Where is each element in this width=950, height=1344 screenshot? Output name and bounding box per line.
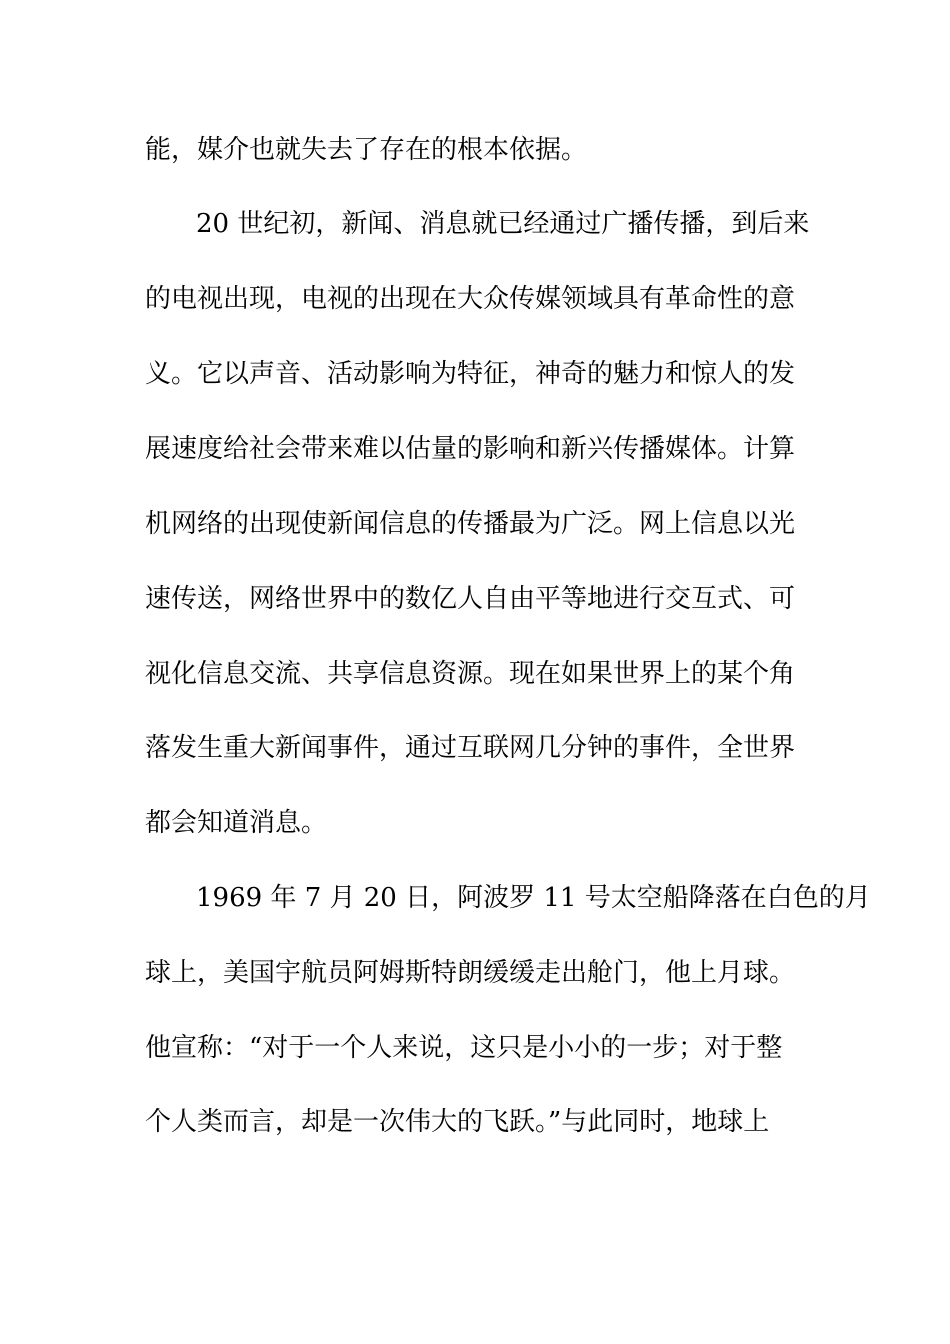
- text-line: 球上，美国宇航员阿姆斯特朗缓缓走出舱门，他上月球。: [145, 958, 796, 988]
- text-line: 展速度给社会带来难以估量的影响和新兴传播媒体。计算: [145, 434, 796, 464]
- text-line: 机网络的出现使新闻信息的传播最为广泛。网上信息以光: [145, 509, 796, 539]
- paragraph-first-line: 1969 年 7 月 20 日，阿波罗 11 号太空船降落在白色的月: [196, 883, 871, 913]
- text-line: 视化信息交流、共享信息资源。现在如果世界上的某个角: [145, 659, 796, 689]
- text-line: 的电视出现，电视的出现在大众传媒领域具有革命性的意: [145, 284, 796, 314]
- text-line: 都会知道消息。: [145, 808, 328, 838]
- text-line: 个人类而言，却是一次伟大的飞跃。”与此同时，地球上: [145, 1107, 770, 1137]
- text-line: 落发生重大新闻事件，通过互联网几分钟的事件，全世界: [145, 733, 796, 763]
- text-line: 义。它以声音、活动影响为特征，神奇的魅力和惊人的发: [145, 359, 796, 389]
- text-line: 速传送，网络世界中的数亿人自由平等地进行交互式、可: [145, 584, 796, 614]
- text-line: 他宣称：“对于一个人来说，这只是小小的一步；对于整: [145, 1033, 783, 1063]
- text-line: 能，媒介也就失去了存在的根本依据。: [145, 135, 588, 165]
- paragraph-first-line: 20 世纪初，新闻、消息就已经通过广播传播，到后来: [196, 209, 810, 239]
